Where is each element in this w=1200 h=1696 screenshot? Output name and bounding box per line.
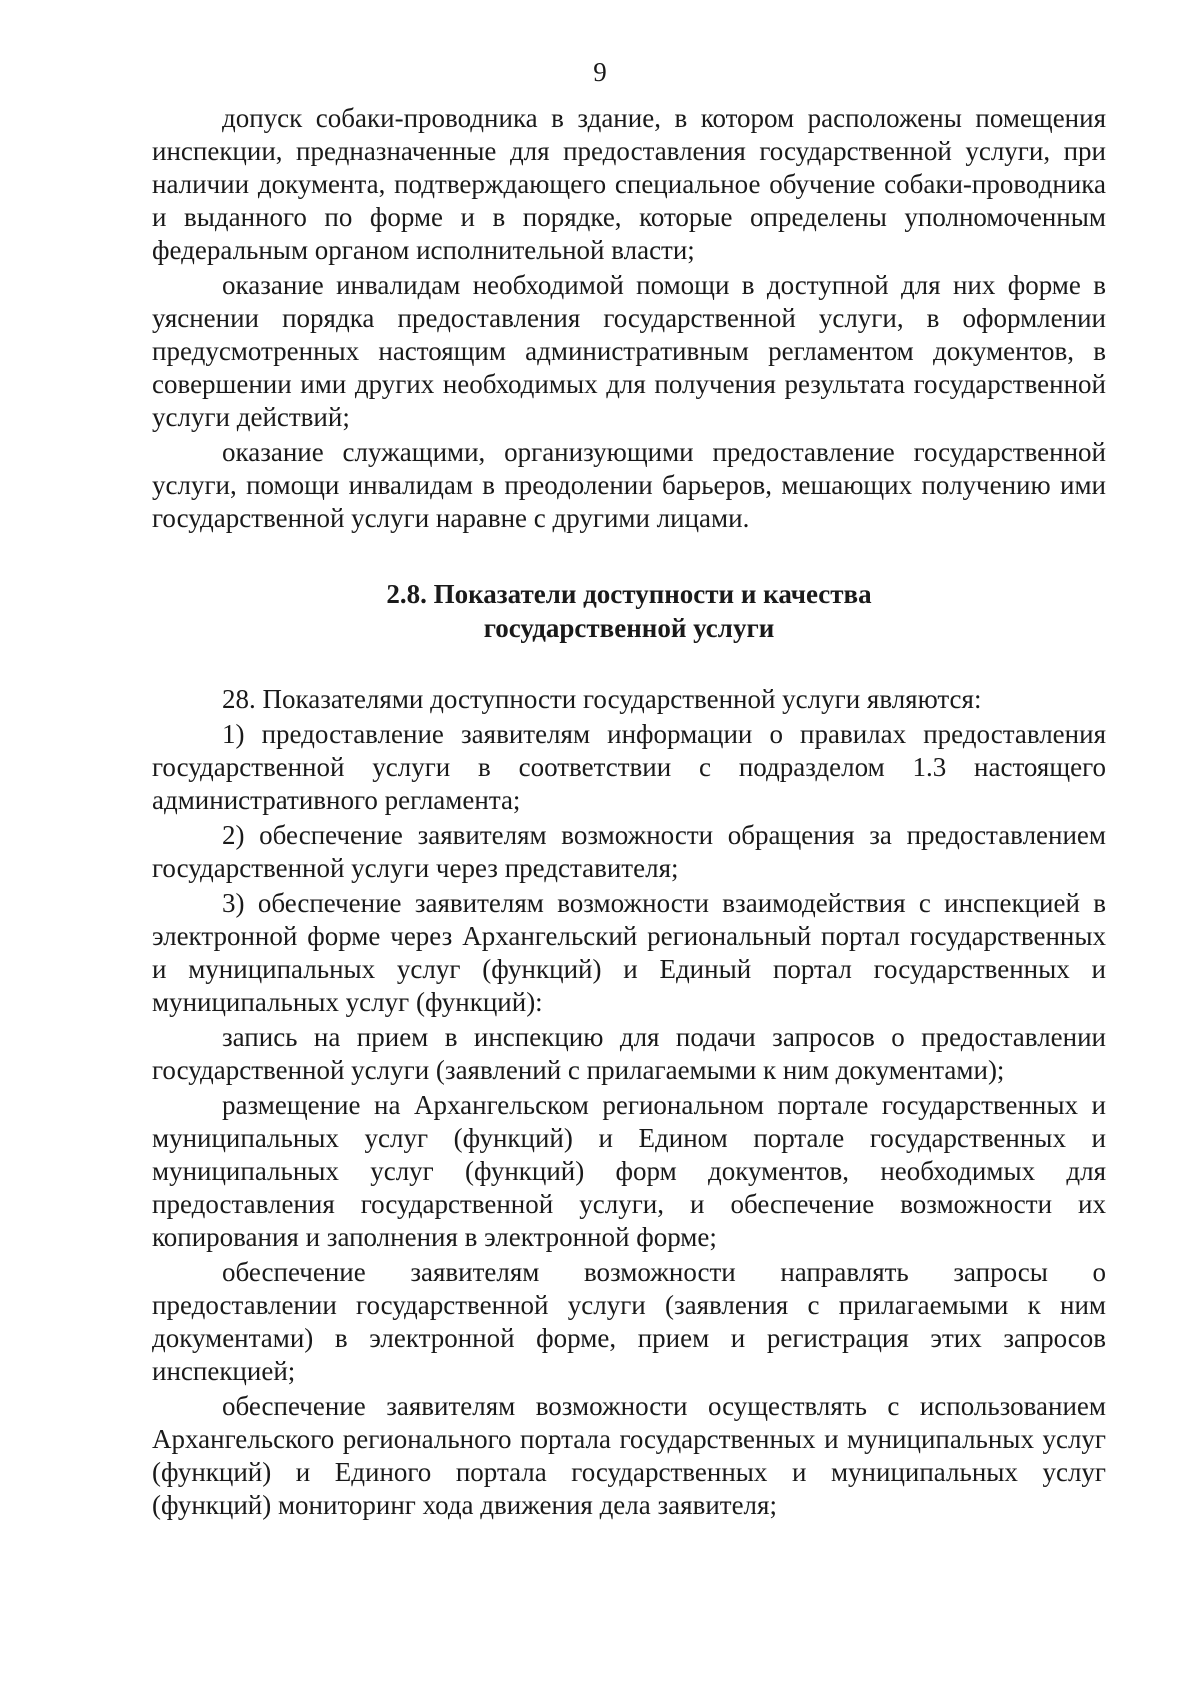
page-number: 9 <box>593 57 607 87</box>
paragraph-assistance-form: оказание инвалидам необходимой помощи в доступной для них форме в уяснении порядка предоставления государственной услуги, в оформлении предусмотренных настоящим административным регламентом документов, в совершении ими других необходимых для получения результата государственной услуги действий; <box>152 270 1106 432</box>
document-body <box>152 102 1106 1522</box>
paragraph-monitoring: обеспечение заявителям возможности осуществлять с использованием Архангельского регионального портала государственных и муниципальных услуг (функций) и Единого портала государственных и муниципальных услуг (функций) мониторинг хода движения дела заявителя; <box>152 1391 1106 1520</box>
paragraph-barrier-assistance: оказание служащими, организующими предоставление государственной услуги, помощи инвалидам в преодолении барьеров, мешающих получению ими государственной услуги наравне с другими лицами. <box>152 437 1106 533</box>
section-heading-line-1: 2.8. Показатели доступности и качества <box>386 579 872 609</box>
paragraph-subitem-1: 1) предоставление заявителям информации о правилах предоставления государственной услуги в соответствии с подразделом 1.3 настоящего административного регламента; <box>152 719 1106 815</box>
paragraph-form-placement: размещение на Архангельском региональном портале государственных и муниципальных услуг (функций) и Едином портале государственных и муниципальных услуг (функций) форм документов, необходимых для предоставления государственной услуги, и обеспечение возможности их копирования и заполнения в электронной форме; <box>152 1090 1106 1252</box>
paragraph-guide-dog-access: допуск собаки-проводника в здание, в котором расположены помещения инспекции, предназначенные для предоставления государственной услуги, при наличии документа, подтверждающего специальное обучение собаки-проводника и выданного по форме и в порядке, которые определены уполномоченным федеральным органом исполнительной власти; <box>152 103 1106 265</box>
section-heading <box>152 577 1106 645</box>
paragraph-appointment: запись на прием в инспекцию для подачи запросов о предоставлении государственной услуги (заявлений с прилагаемыми к ним документами); <box>152 1022 1106 1085</box>
paragraph-item-28: 28. Показателями доступности государственной услуги являются: <box>222 684 982 714</box>
section-heading-line-2: государственной услуги <box>483 613 775 643</box>
paragraph-subitem-3: 3) обеспечение заявителям возможности взаимодействия с инспекцией в электронной форме через Архангельский региональный портал государственных и муниципальных услуг (функций) и Единый портал государственных и муниципальных услуг (функций): <box>152 888 1106 1017</box>
paragraph-subitem-2: 2) обеспечение заявителям возможности обращения за предоставлением государственной услуги через представителя; <box>152 820 1106 883</box>
paragraph-submit-requests: обеспечение заявителям возможности направлять запросы о предоставлении государственной услуги (заявления с прилагаемыми к ним документами) в электронной форме, прием и регистрация этих запросов инспекцией; <box>152 1257 1106 1386</box>
